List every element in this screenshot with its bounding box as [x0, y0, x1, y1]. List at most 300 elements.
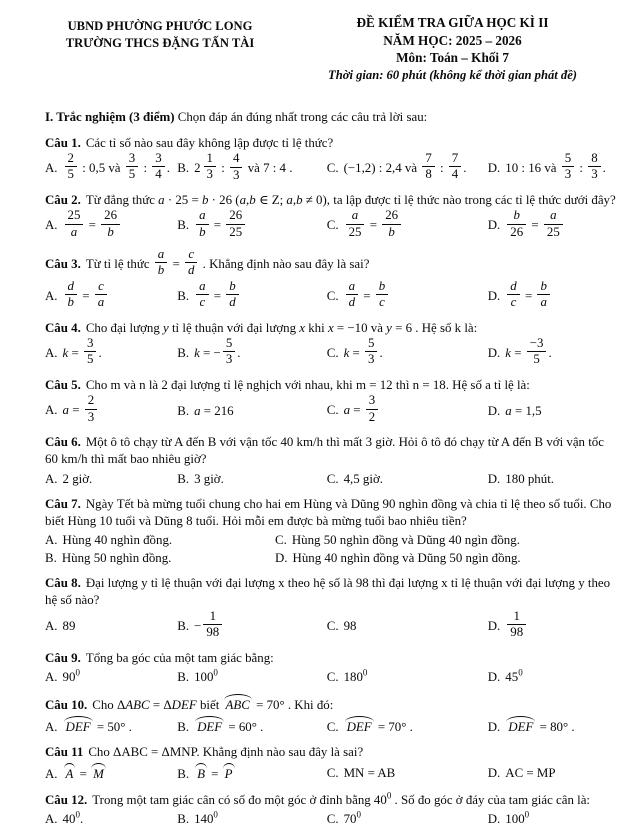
- option-b: [45, 550, 275, 567]
- question-label: Câu 2.: [45, 193, 81, 208]
- option-a: [45, 335, 177, 369]
- math-text: ,: [292, 193, 297, 208]
- school-name: TRƯỜNG THCS ĐẶNG TẤN TÀI: [65, 35, 255, 50]
- option-key: B.: [177, 288, 190, 303]
- math-text: Từ tỉ lệ thức: [85, 256, 153, 271]
- question: [45, 377, 620, 426]
- fraction: $\frac{b}{a}$: [537, 280, 549, 310]
- options-row: [45, 763, 620, 783]
- option-value: [344, 619, 357, 633]
- option-key: D.: [487, 618, 501, 633]
- option-value: [194, 767, 235, 781]
- superscript: 0: [75, 667, 80, 678]
- superscript: 0: [386, 790, 392, 801]
- math-text: khi: [305, 320, 328, 335]
- subject-grade: Môn: Toán – Khối 7: [396, 50, 509, 66]
- options-row: [45, 608, 620, 642]
- option-key: D.: [487, 160, 501, 175]
- option-key: D.: [487, 669, 501, 684]
- option-a: [45, 278, 177, 312]
- option-key: D.: [487, 811, 501, 826]
- option-b: [177, 669, 327, 686]
- option-key: C.: [326, 619, 339, 634]
- option-c: [326, 150, 488, 184]
- option-value: [63, 619, 76, 633]
- question-label: Câu 6.: [45, 435, 81, 450]
- fraction: $\frac{5}{3}$: [562, 152, 574, 182]
- angle-hat: P: [223, 763, 235, 783]
- option-key: A.: [45, 720, 58, 735]
- math-text: Trong một tam giác cân có số đo một góc ở đỉnh bằng 40: [92, 792, 387, 807]
- math-text: .: [237, 345, 241, 360]
- math-text: Cho m và n là 2 đại lượng tỉ lệ nghịch với nhau, khi m = 12 thì n = 18. Hệ số a tỉ lệ là:: [85, 377, 530, 392]
- math-text: ≠ 0), ta lập được tỉ lệ thức nào trong các tỉ lệ thức dưới đây?: [302, 193, 616, 208]
- fraction: $\frac{5}{3}$: [365, 337, 377, 367]
- option-d: [488, 669, 620, 686]
- question-label: Câu 10.: [45, 698, 88, 712]
- math-text: : 0,5 và: [79, 160, 124, 175]
- option-value: [505, 278, 552, 310]
- math-text: Hùng 40 nghìn đồng.: [62, 532, 173, 547]
- option-key: B.: [177, 403, 190, 418]
- option-key: C.: [326, 218, 339, 233]
- fraction: $\frac{b}{d}$: [226, 280, 238, 310]
- option-value: [505, 809, 530, 826]
- math-text: .: [602, 160, 606, 175]
- options-row: [45, 335, 620, 369]
- question-body: [85, 246, 370, 278]
- question: [45, 135, 620, 185]
- math-text: Một ô tô chạy từ A đến B với vận tốc 40 km/h thì mất 3 giờ. Hỏi ô tô đó chạy từ A đến B với vận tốc 60 km/h thì mất bao nhiêu giờ?: [45, 435, 604, 467]
- fraction: $\frac{d}{b}$: [65, 280, 77, 310]
- document-header: [45, 14, 620, 83]
- question-label: Câu 5.: [45, 377, 81, 392]
- option-key: C.: [326, 811, 339, 826]
- option-key: D.: [487, 403, 501, 418]
- fraction: $\frac{-3}{5}$: [527, 337, 547, 367]
- options-row: [45, 393, 620, 426]
- question-text: [45, 694, 620, 714]
- math-text: và 7 : 4 .: [244, 161, 293, 176]
- option-value: [194, 404, 234, 418]
- option-value: [292, 533, 520, 547]
- question-body: [86, 651, 274, 665]
- math-text: = −10 và: [333, 320, 387, 335]
- option-a: [45, 763, 177, 783]
- question-text: [45, 192, 620, 209]
- math-text: =: [360, 288, 374, 303]
- option-value: [62, 393, 100, 424]
- option-value: [63, 472, 93, 486]
- option-d: [488, 403, 620, 420]
- fraction: $\frac{26}{b}$: [382, 209, 401, 239]
- math-text: 40: [62, 811, 76, 826]
- question-label: Câu 8.: [45, 576, 81, 591]
- question: [45, 650, 620, 686]
- math-text: = 70° . Khi đó:: [252, 698, 334, 712]
- question-text: [45, 744, 620, 761]
- time-limit: Thời gian: 60 phút (không kể thời gian phát đề): [328, 67, 577, 82]
- option-c: [327, 618, 488, 635]
- question-label: Câu 1.: [45, 135, 81, 150]
- math-text: y: [163, 320, 169, 335]
- fraction: $\frac{5}{3}$: [223, 337, 235, 367]
- fraction: $\frac{7}{4}$: [449, 152, 461, 182]
- fraction: $\frac{25}{a}$: [65, 209, 84, 239]
- section-label: I. Trắc nghiệm (3 điểm): [45, 110, 175, 125]
- option-d: [487, 335, 620, 369]
- option-value: [194, 720, 263, 734]
- math-text: Ngày Tết bà mừng tuổi chung cho hai em Hùng và Dũng 90 nghìn đồng và chia tỉ lệ theo số tuổi. Cho biết Hùng 10 tuổi và Dũng 8 tuổi. Hỏi mỗi em được bà mừng tuổi bao nhiêu tiền?: [45, 496, 612, 528]
- superscript: 0: [362, 667, 368, 678]
- option-value: [62, 551, 172, 565]
- option-value: [293, 551, 521, 565]
- option-value: [505, 766, 555, 780]
- question: [45, 744, 620, 783]
- math-text: b: [249, 193, 256, 208]
- angle-arc: DEF: [64, 716, 93, 736]
- question-body: [86, 193, 616, 207]
- fraction: $\frac{a}{b}$: [155, 248, 167, 278]
- options-row: [45, 532, 620, 567]
- option-b: [177, 278, 327, 312]
- math-text: 100: [194, 669, 214, 684]
- option-value: [194, 809, 218, 826]
- fraction: $\frac{a}{25}$: [346, 209, 365, 239]
- option-b: [177, 150, 327, 185]
- question: [45, 694, 620, 736]
- option-d: [488, 471, 620, 488]
- math-text: =: [511, 345, 525, 360]
- option-value: [344, 766, 396, 780]
- math-text: (−1,2) : 2,4 và: [343, 160, 421, 175]
- angle-arc: ABC: [224, 694, 252, 714]
- options-row: [45, 716, 620, 736]
- option-key: D.: [487, 288, 501, 303]
- issuing-authority-block: [45, 14, 275, 51]
- option-key: B.: [177, 811, 190, 826]
- option-value: [62, 809, 84, 826]
- option-b: [177, 608, 327, 642]
- option-value: [505, 208, 565, 239]
- fraction: $\frac{a}{d}$: [346, 280, 358, 310]
- math-text: = 70° .: [374, 720, 413, 735]
- option-value: [63, 278, 110, 310]
- question-label: Câu 11: [45, 745, 84, 760]
- fraction: $\frac{3}{5}$: [126, 152, 138, 182]
- math-text: . Khẳng định nào sau đây là sai?: [199, 256, 370, 271]
- question-text: [45, 135, 620, 152]
- option-d: [487, 278, 620, 312]
- option-key: A.: [45, 218, 58, 233]
- option-c: [327, 669, 488, 686]
- fraction: $\frac{c}{d}$: [185, 248, 197, 278]
- math-text: k: [505, 345, 512, 360]
- option-a: [45, 669, 177, 686]
- question-label: Câu 9.: [45, 650, 81, 665]
- fraction: $\frac{8}{3}$: [588, 152, 600, 182]
- option-key: D.: [487, 720, 501, 735]
- math-text: .: [79, 811, 84, 826]
- question: [45, 320, 620, 369]
- option-key: D.: [487, 471, 501, 486]
- option-d: [487, 608, 620, 642]
- option-key: B.: [177, 618, 190, 633]
- option-value: [194, 667, 218, 684]
- math-text: Cho Δ: [92, 698, 126, 712]
- option-value: [343, 667, 368, 684]
- math-text: a: [62, 403, 69, 418]
- math-text: :: [576, 160, 587, 175]
- option-key: B.: [177, 218, 190, 233]
- math-text: =: [210, 218, 225, 233]
- option-b: [177, 403, 327, 420]
- math-text: =: [169, 256, 183, 271]
- math-text: =: [350, 403, 364, 418]
- question: [45, 792, 620, 828]
- math-text: :: [140, 160, 151, 175]
- option-key: A.: [45, 532, 58, 547]
- option-c: [326, 393, 488, 426]
- question-text: [45, 377, 620, 394]
- math-text: b: [201, 193, 209, 208]
- math-text: 100: [505, 811, 525, 826]
- option-key: A.: [45, 403, 58, 418]
- option-key: A.: [45, 619, 58, 634]
- math-text: k: [194, 345, 200, 360]
- angle-hat: A: [64, 763, 76, 783]
- option-value: [505, 335, 552, 367]
- fraction: $\frac{2}{3}$: [85, 394, 97, 424]
- options-row: [45, 669, 620, 686]
- option-key: A.: [45, 160, 58, 175]
- question-body: [88, 745, 363, 759]
- math-text: =: [68, 345, 82, 360]
- math-text: k: [62, 345, 69, 360]
- question: [45, 575, 620, 641]
- option-b: [177, 716, 327, 736]
- question: [45, 246, 620, 312]
- option-key: C.: [326, 403, 339, 418]
- option-value: [505, 608, 528, 640]
- superscript: 0: [75, 809, 80, 820]
- math-text: =: [207, 767, 222, 782]
- math-text: 140: [194, 811, 214, 826]
- option-key: D.: [487, 218, 501, 233]
- math-text: MN = AB: [343, 765, 396, 780]
- question-body: [92, 790, 591, 807]
- fraction: $\frac{3}{2}$: [366, 394, 378, 424]
- option-c: [275, 532, 620, 549]
- option-key: C.: [326, 720, 339, 735]
- question-text: [45, 575, 620, 609]
- question-body: [45, 435, 604, 466]
- option-d: [488, 765, 620, 782]
- option-c: [327, 471, 488, 488]
- option-value: [62, 335, 102, 367]
- option-value: [194, 472, 224, 486]
- math-text: ∈ Z;: [255, 193, 287, 208]
- math-text: Tổng ba góc của một tam giác bằng:: [85, 650, 274, 665]
- fraction: $\frac{b}{26}$: [507, 209, 526, 239]
- option-value: [194, 208, 247, 239]
- option-value: [343, 809, 361, 826]
- option-key: C.: [326, 288, 339, 303]
- math-text: 90: [62, 669, 76, 684]
- option-key: B.: [45, 551, 57, 566]
- math-text: = 1,5: [511, 403, 542, 418]
- option-value: [194, 608, 224, 640]
- math-text: AC = MP: [505, 765, 556, 780]
- angle-hat: B: [195, 763, 207, 783]
- option-value: [63, 208, 123, 239]
- option-a: [45, 150, 177, 184]
- superscript: 0: [356, 809, 361, 820]
- superscript: 0: [213, 809, 218, 820]
- math-text: a: [343, 403, 351, 418]
- math-text: :: [436, 160, 447, 175]
- math-text: · 25 =: [164, 193, 202, 208]
- option-b: [177, 763, 327, 783]
- math-text: ,: [246, 193, 250, 208]
- math-text: .: [379, 345, 383, 360]
- angle-arc: DEF: [195, 716, 224, 736]
- option-key: A.: [45, 669, 58, 684]
- option-key: B.: [177, 669, 190, 684]
- question: [45, 496, 620, 568]
- mixed-number: 2 $\frac{1}{3}$: [194, 154, 218, 184]
- fraction: $\frac{1}{98}$: [203, 610, 222, 640]
- question-label: Câu 4.: [45, 320, 81, 335]
- questions-list: [45, 135, 620, 828]
- math-text: 10 : 16 và: [505, 160, 560, 175]
- option-c: [327, 765, 488, 782]
- option-value: [505, 404, 541, 418]
- option-value: [505, 150, 606, 182]
- math-text: k: [343, 345, 350, 360]
- math-text: 98: [343, 619, 357, 634]
- question-text: [45, 434, 620, 468]
- question-body: [86, 321, 477, 335]
- math-text: :: [217, 161, 229, 176]
- math-text: a: [286, 193, 293, 208]
- angle-arc: DEF: [345, 716, 374, 736]
- math-text: a: [505, 403, 512, 418]
- math-text: y: [386, 320, 392, 335]
- option-b: [177, 811, 327, 828]
- math-text: · 26 (: [208, 193, 240, 208]
- fraction: $\frac{b}{c}$: [376, 280, 388, 310]
- question-label: Câu 12.: [45, 792, 88, 807]
- question: [45, 192, 620, 241]
- math-text: x: [299, 320, 306, 335]
- math-text: = 60° .: [225, 720, 264, 735]
- math-text: . Số đo góc ở đáy của tam giác cân là:: [391, 792, 591, 807]
- question-label: Câu 7.: [45, 496, 81, 511]
- option-value: [344, 472, 383, 486]
- exam-title-block: [285, 14, 620, 83]
- option-c: [326, 208, 488, 241]
- option-key: A.: [45, 811, 58, 826]
- options-row: [45, 811, 620, 828]
- option-value: [194, 335, 241, 367]
- math-text: DEF: [171, 698, 197, 712]
- option-value: [194, 278, 241, 310]
- option-key: D.: [275, 551, 288, 566]
- fraction: $\frac{26}{b}$: [101, 209, 120, 239]
- math-text: 89: [62, 619, 76, 634]
- options-row: [45, 278, 620, 312]
- math-text: =: [69, 403, 83, 418]
- option-value: [343, 150, 467, 182]
- option-value: [343, 393, 381, 424]
- fraction: $\frac{1}{98}$: [507, 610, 526, 640]
- math-text: .: [98, 345, 102, 360]
- math-text: =: [366, 218, 381, 233]
- question-text: [45, 246, 620, 280]
- option-key: B.: [177, 471, 190, 486]
- section-heading: [45, 109, 620, 126]
- question-body: [86, 136, 333, 150]
- math-text: .: [548, 345, 552, 360]
- question-label: Câu 3.: [45, 256, 81, 271]
- math-text: = 6 . Hệ số k là:: [391, 320, 478, 335]
- option-key: A.: [45, 345, 58, 360]
- option-a: [45, 471, 177, 488]
- option-value: [63, 533, 173, 547]
- option-key: C.: [326, 669, 339, 684]
- option-value: [505, 667, 523, 684]
- fraction: $\frac{d}{c}$: [507, 280, 519, 310]
- math-text: Từ đẳng thức: [85, 193, 159, 208]
- option-d: [488, 811, 620, 828]
- option-value: [505, 720, 574, 734]
- math-text: =: [521, 288, 536, 303]
- option-value: [344, 208, 404, 239]
- math-text: = 80° .: [536, 720, 575, 735]
- option-value: [63, 150, 170, 182]
- option-b: [177, 471, 327, 488]
- question-text: [45, 650, 620, 667]
- question-text: [45, 496, 620, 530]
- superscript: 0: [213, 667, 218, 678]
- math-text: = 50° .: [93, 720, 132, 735]
- question: [45, 434, 620, 487]
- option-value: [344, 278, 391, 310]
- option-key: C.: [326, 345, 339, 360]
- option-c: [326, 335, 488, 369]
- fraction: $\frac{3}{5}$: [84, 337, 96, 367]
- math-text: 45: [505, 669, 519, 684]
- superscript: 0: [524, 809, 530, 820]
- option-key: B.: [177, 161, 190, 176]
- question-text: [45, 320, 620, 337]
- angle-hat: M: [91, 763, 106, 783]
- math-text: = −: [199, 345, 221, 360]
- math-text: 2 giờ.: [62, 471, 93, 486]
- math-text: Đại lượng y tỉ lệ thuận với đại lượng x theo hệ số là 98 thì đại lượng x tỉ lệ thuận với đại lượng y theo hệ số nào?: [45, 576, 611, 608]
- fraction: $\frac{26}{25}$: [226, 209, 245, 239]
- fraction: $\frac{a}{c}$: [196, 280, 208, 310]
- option-c: [327, 811, 488, 828]
- option-key: A.: [45, 288, 58, 303]
- option-value: [344, 720, 413, 734]
- math-text: −: [194, 618, 202, 633]
- exam-title: ĐỀ KIỂM TRA GIỮA HỌC KÌ II: [356, 15, 549, 30]
- option-key: C.: [326, 471, 339, 486]
- option-a: [45, 716, 177, 736]
- math-text: a: [194, 403, 201, 418]
